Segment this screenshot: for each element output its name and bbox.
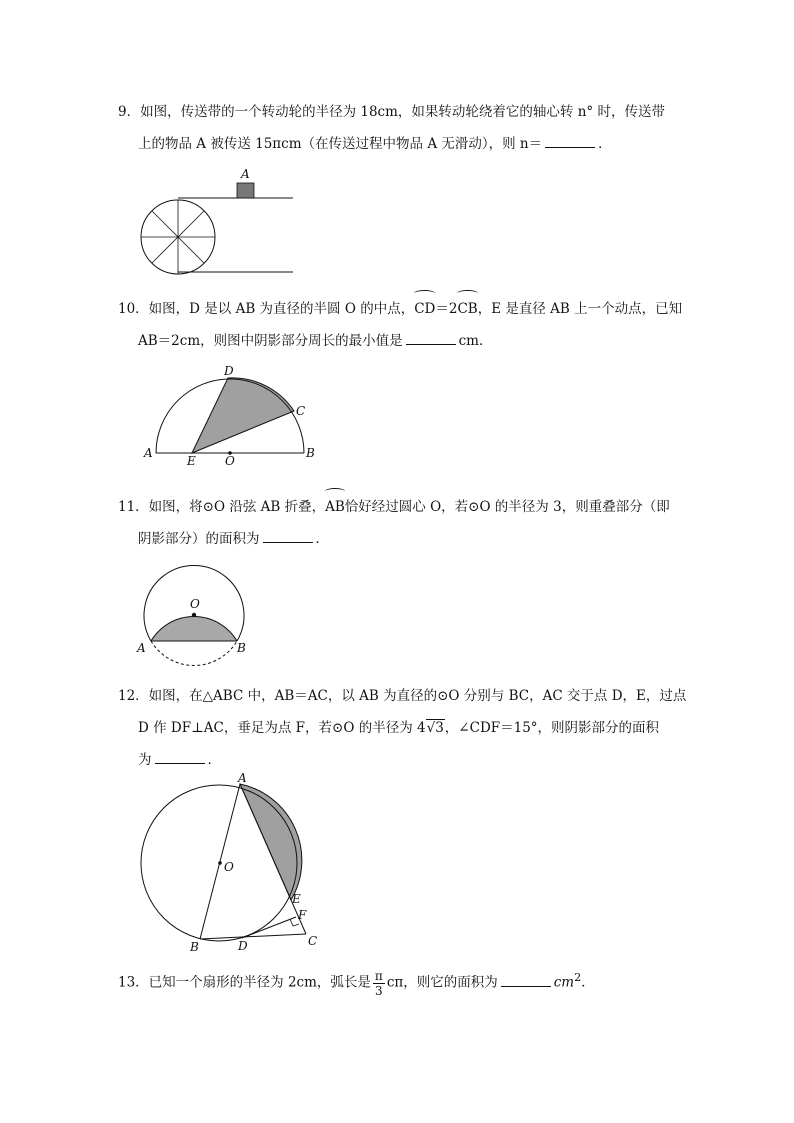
q13-answer-blank (501, 972, 551, 987)
q13-fraction (373, 969, 385, 998)
q9-line2-text: 上的物品 A 被传送 15πcm（在传送过程中物品 A 无滑动），则 n＝ (138, 136, 543, 152)
q12-label-f: F (298, 908, 307, 922)
q10-figure (140, 362, 320, 470)
q12-label-a: A (238, 772, 247, 785)
q13-unit-sup: 2 (574, 971, 582, 984)
q11-line2-end: ． (315, 531, 329, 547)
question-12 (118, 680, 687, 776)
q10-arc-cb: CB (457, 290, 477, 325)
q12-answer-blank (155, 749, 205, 764)
q10-answer-blank (406, 330, 456, 345)
q12-line3-end: ． (207, 752, 221, 768)
q9-figure (136, 164, 301, 276)
q10-line1-text: 10．如图，D 是以 AB 为直径的半圆 O 的中点， (118, 301, 415, 317)
q9-line2-end: ． (598, 136, 612, 152)
q13-end: ． (581, 974, 595, 991)
q13-line (118, 962, 678, 999)
question-11 (118, 488, 678, 555)
q9-line1: 9．如图，传送带的一个转动轮的半径为 18cm，如果转动轮绕着它的轴心转 n° 时，传送带 (118, 104, 665, 120)
q10-line1-end: ，E 是直径 AB 上一个动点，已知 (477, 301, 683, 317)
q11-label-o: O (190, 597, 200, 611)
q11-line1-text: 11．如图，将⊙O 沿弦 AB 折叠， (118, 499, 326, 515)
q11-figure (132, 560, 262, 670)
question-9 (118, 96, 678, 160)
q13-frac-den: 3 (375, 983, 383, 998)
q10-eq: ＝2 (435, 301, 458, 317)
q13-frac-num: π (374, 968, 383, 983)
question-10 (118, 290, 683, 357)
q12-line2-end: ，∠CDF＝15°，则阴影部分的面积 (444, 720, 660, 736)
q12-line1: 12．如图，在△ABC 中，AB＝AC，以 AB 为直径的⊙O 分别与 BC，AC 交于点 D，E，过点 (118, 688, 687, 704)
q9-label-a: A (241, 167, 250, 181)
q12-line2-text: D 作 DF⊥AC，垂足为点 F，若⊙O 的半径为 4 (138, 720, 426, 736)
q11-arc-ab: AB (325, 488, 345, 523)
q11-line2 (118, 523, 678, 555)
q11-line1 (118, 488, 678, 523)
q11-label-a: A (137, 641, 146, 655)
q11-label-b: B (237, 641, 246, 655)
q10-line1 (118, 290, 683, 325)
q10-label-b: B (306, 446, 315, 460)
question-13 (118, 962, 678, 999)
q13-text-mid: cπ，则它的面积为 (386, 974, 498, 991)
q13-unit: cm (553, 974, 575, 991)
q11-line2-text: 阴影部分）的面积为 (138, 531, 260, 547)
q9-answer-blank (545, 133, 595, 148)
q12-label-b: B (190, 940, 199, 954)
q10-label-c: C (296, 404, 306, 418)
q12-sqrt-value: 3 (435, 720, 444, 736)
q12-label-d: D (238, 939, 248, 953)
q13-text: 13．已知一个扇形的半径为 2cm，弧长是 (118, 974, 371, 991)
q12-label-e: E (292, 892, 301, 906)
q10-label-o: O (225, 454, 235, 468)
q10-arc-cd: CD (414, 290, 435, 325)
q10-line2-text: AB＝2cm，则图中阴影部分周长的最小值是 (138, 333, 403, 349)
q10-label-d: D (224, 364, 234, 378)
q12-line3-text: 为 (138, 752, 152, 768)
q12-figure (132, 772, 332, 954)
q11-answer-blank (263, 528, 313, 543)
q11-line1-end: 恰好经过圆心 O，若⊙O 的半径为 3，则重叠部分（即 (344, 499, 670, 515)
q10-label-e: E (187, 454, 196, 468)
q10-line2 (118, 325, 678, 357)
q10-label-a: A (144, 446, 153, 460)
q12-label-o: O (224, 860, 234, 874)
q12-label-c: C (308, 934, 318, 948)
q9-line2 (118, 128, 678, 160)
q9-object-a (237, 183, 254, 198)
q12-line2 (118, 712, 678, 744)
q12-sqrt-3: √3 (426, 720, 444, 736)
q10-line2-end: cm． (458, 333, 493, 349)
